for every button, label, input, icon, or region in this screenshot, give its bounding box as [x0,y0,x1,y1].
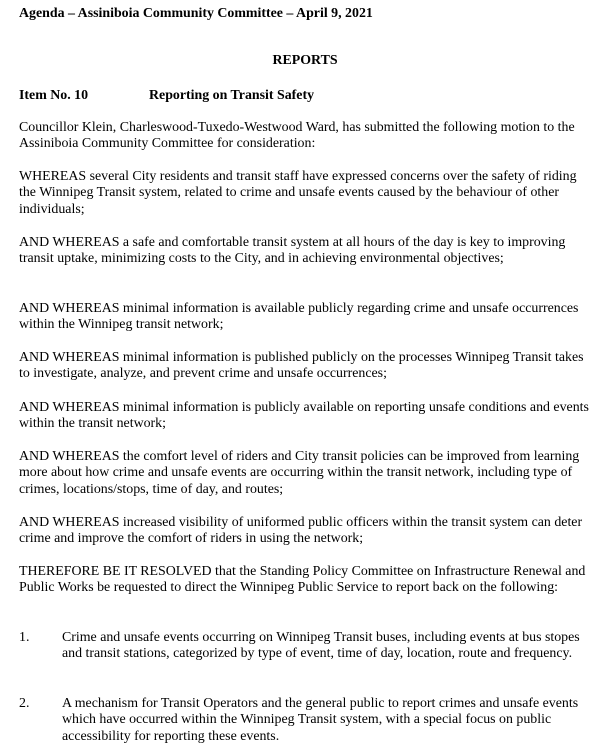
whereas-paragraph: AND WHEREAS the comfort level of riders and City transit policies can be improved from learning more about how crime and unsafe events are occurring within the transit network, including type of crimes, locations/stops, time of day, and routes; [19,449,580,497]
whereas-paragraph: AND WHEREAS increased visibility of uniformed public officers within the transit system can deter crime and improve the comfort of riders in using the network; [19,515,583,547]
whereas-paragraph: WHEREAS several City residents and transit staff have expressed concerns over the safety of riding the Winnipeg Transit system, related to crime and unsafe events caused by the behaviour of other individuals; [19,169,577,217]
whereas-paragraph: AND WHEREAS a safe and comfortable transit system at all hours of the day is key to improving transit uptake, minimizing costs to the City, and in achieving environmental objectives; [19,235,566,267]
whereas-paragraph: AND WHEREAS minimal information is available publicly regarding crime and unsafe occurrences within the Winnipeg transit network; [19,301,579,333]
list-item-number: 1. [19,630,30,645]
whereas-paragraph: AND WHEREAS minimal information is published publicly on the processes Winnipeg Transit takes to investigate, analyze, and prevent crime and unsafe occurrences; [19,350,584,382]
item-heading [19,88,314,104]
list-item-number: 2. [19,696,30,711]
item-title: Reporting on Transit Safety [149,88,315,103]
list-item-text: Crime and unsafe events occurring on Winnipeg Transit buses, including events at bus stopes and transit stations, categorized by type of event, time of day, location, route and frequency. [62,630,580,662]
list-item-text: A mechanism for Transit Operators and the general public to report crimes and unsafe events which have occurred within the Winnipeg Transit system, with a special focus on public accessibility for reporting these events. [62,696,579,744]
resolved-paragraph: THEREFORE BE IT RESOLVED that the Standing Policy Committee on Infrastructure Renewal and Public Works be requested to direct the Winnipeg Public Service to report back on the following: [19,564,586,596]
item-number: Item No. 10 [19,88,89,103]
section-title: REPORTS [272,53,338,68]
whereas-paragraph: AND WHEREAS minimal information is publicly available on reporting unsafe conditions and events within the transit network; [19,400,589,432]
agenda-header: Agenda – Assiniboia Community Committee – April 9, 2021 [19,6,373,21]
intro-paragraph: Councillor Klein, Charleswood-Tuxedo-Westwood Ward, has submitted the following motion to the Assiniboia Community Committee for consideration: [19,120,575,152]
